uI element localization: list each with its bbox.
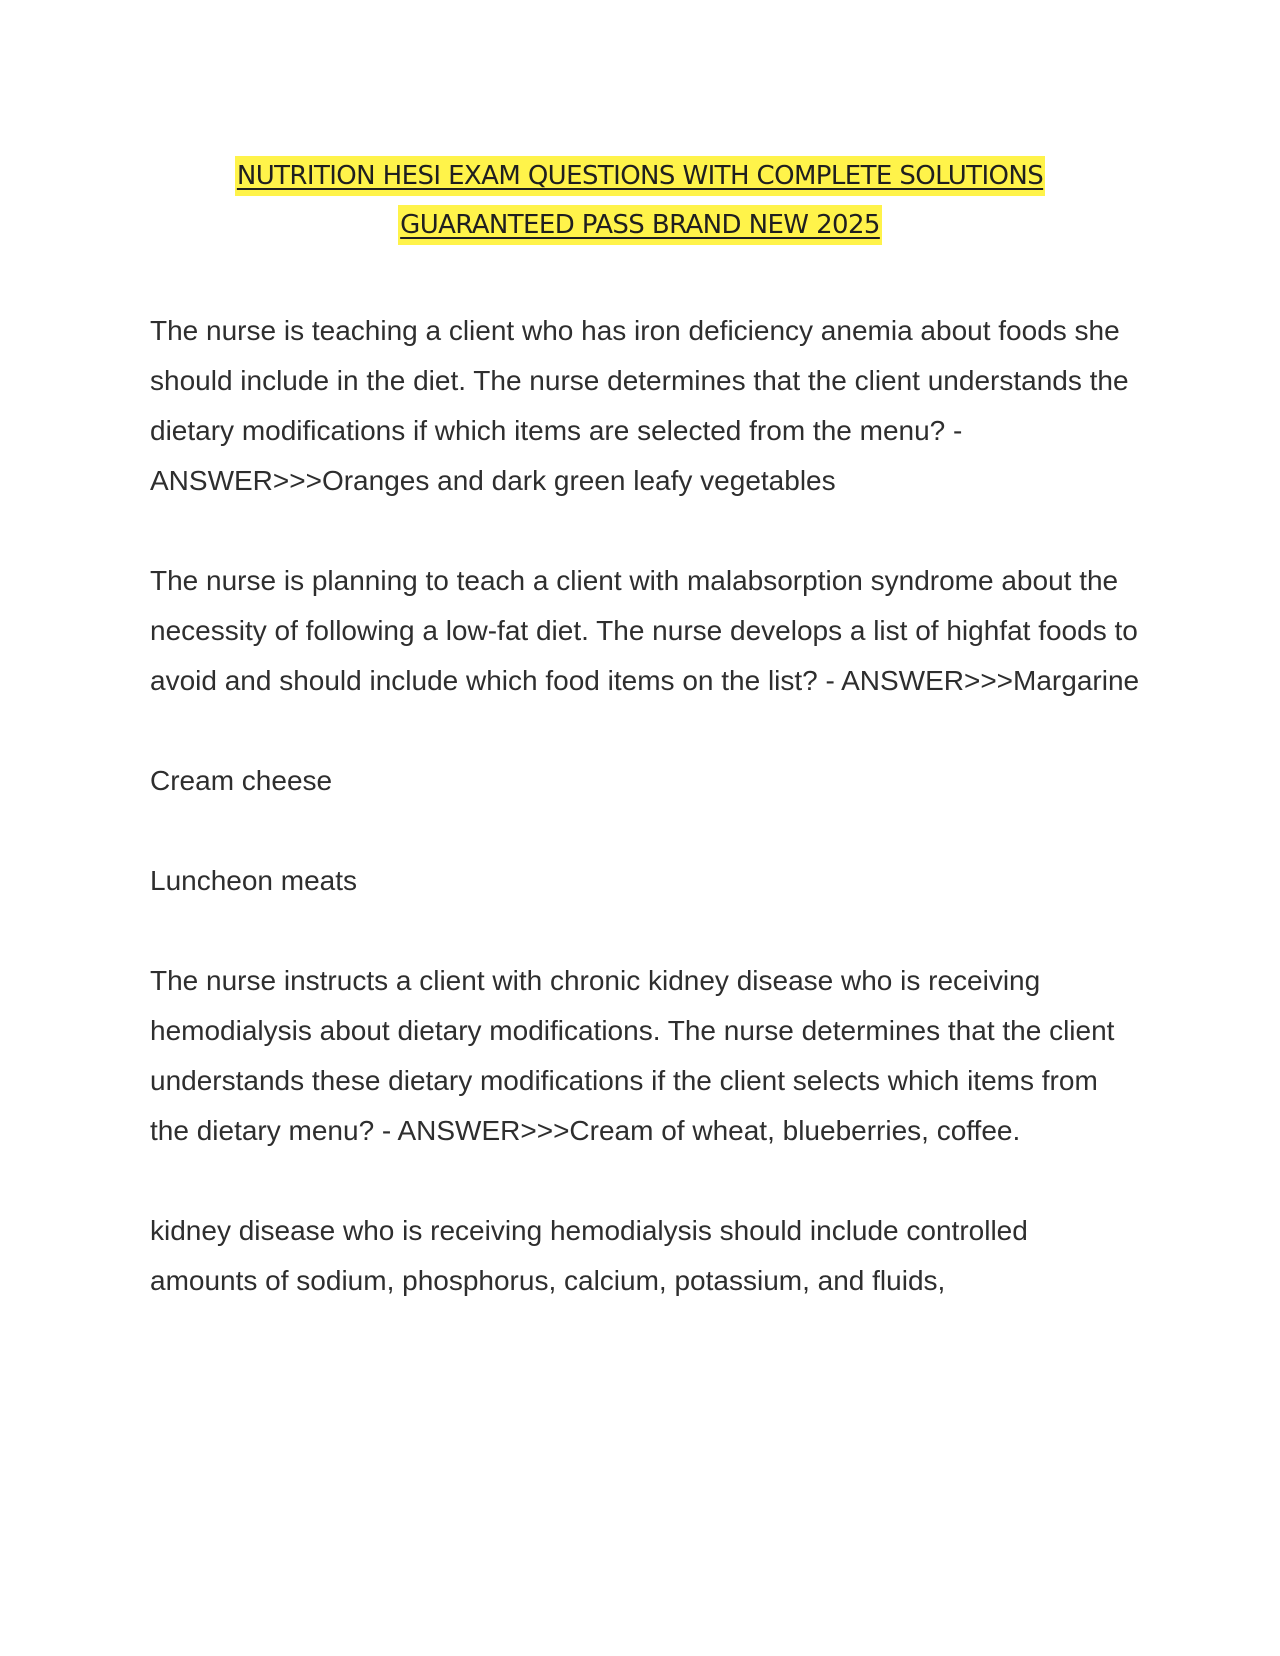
question-paragraph: The nurse instructs a client with chronic kidney disease who is receiving hemodialysis about dietary modifications. The nurse determines that the client understands these dietary modifications if the client selects which items from the dietary menu? - ANSWER>>>Cream of wheat, blueberries, coffee. xyxy=(150,965,1115,1146)
document-title xyxy=(0,152,1280,250)
question-paragraph: The nurse is planning to teach a client with malabsorption syndrome about the necessity of following a low-fat diet. The nurse develops a list of highfat foods to avoid and should include which food items on the list? - ANSWER>>>Margarine xyxy=(150,565,1140,696)
question-paragraph: The nurse is teaching a client who has iron deficiency anemia about foods she should include in the diet. The nurse determines that the client understands the dietary modifications if which items are selected from the menu? - ANSWER>>>Oranges and dark green leafy vegetables xyxy=(150,315,1129,496)
rationale-paragraph: kidney disease who is receiving hemodialysis should include controlled amounts of sodium, phosphorus, calcium, potassium, and fluids, xyxy=(150,1215,1028,1296)
title-line-2: GUARANTEED PASS BRAND NEW 2025 xyxy=(398,205,882,245)
title-line-1: NUTRITION HESI EXAM QUESTIONS WITH COMPLETE SOLUTIONS xyxy=(235,156,1045,196)
document-body xyxy=(150,306,1140,1356)
answer-item: Luncheon meats xyxy=(150,865,358,896)
answer-item: Cream cheese xyxy=(150,765,333,796)
